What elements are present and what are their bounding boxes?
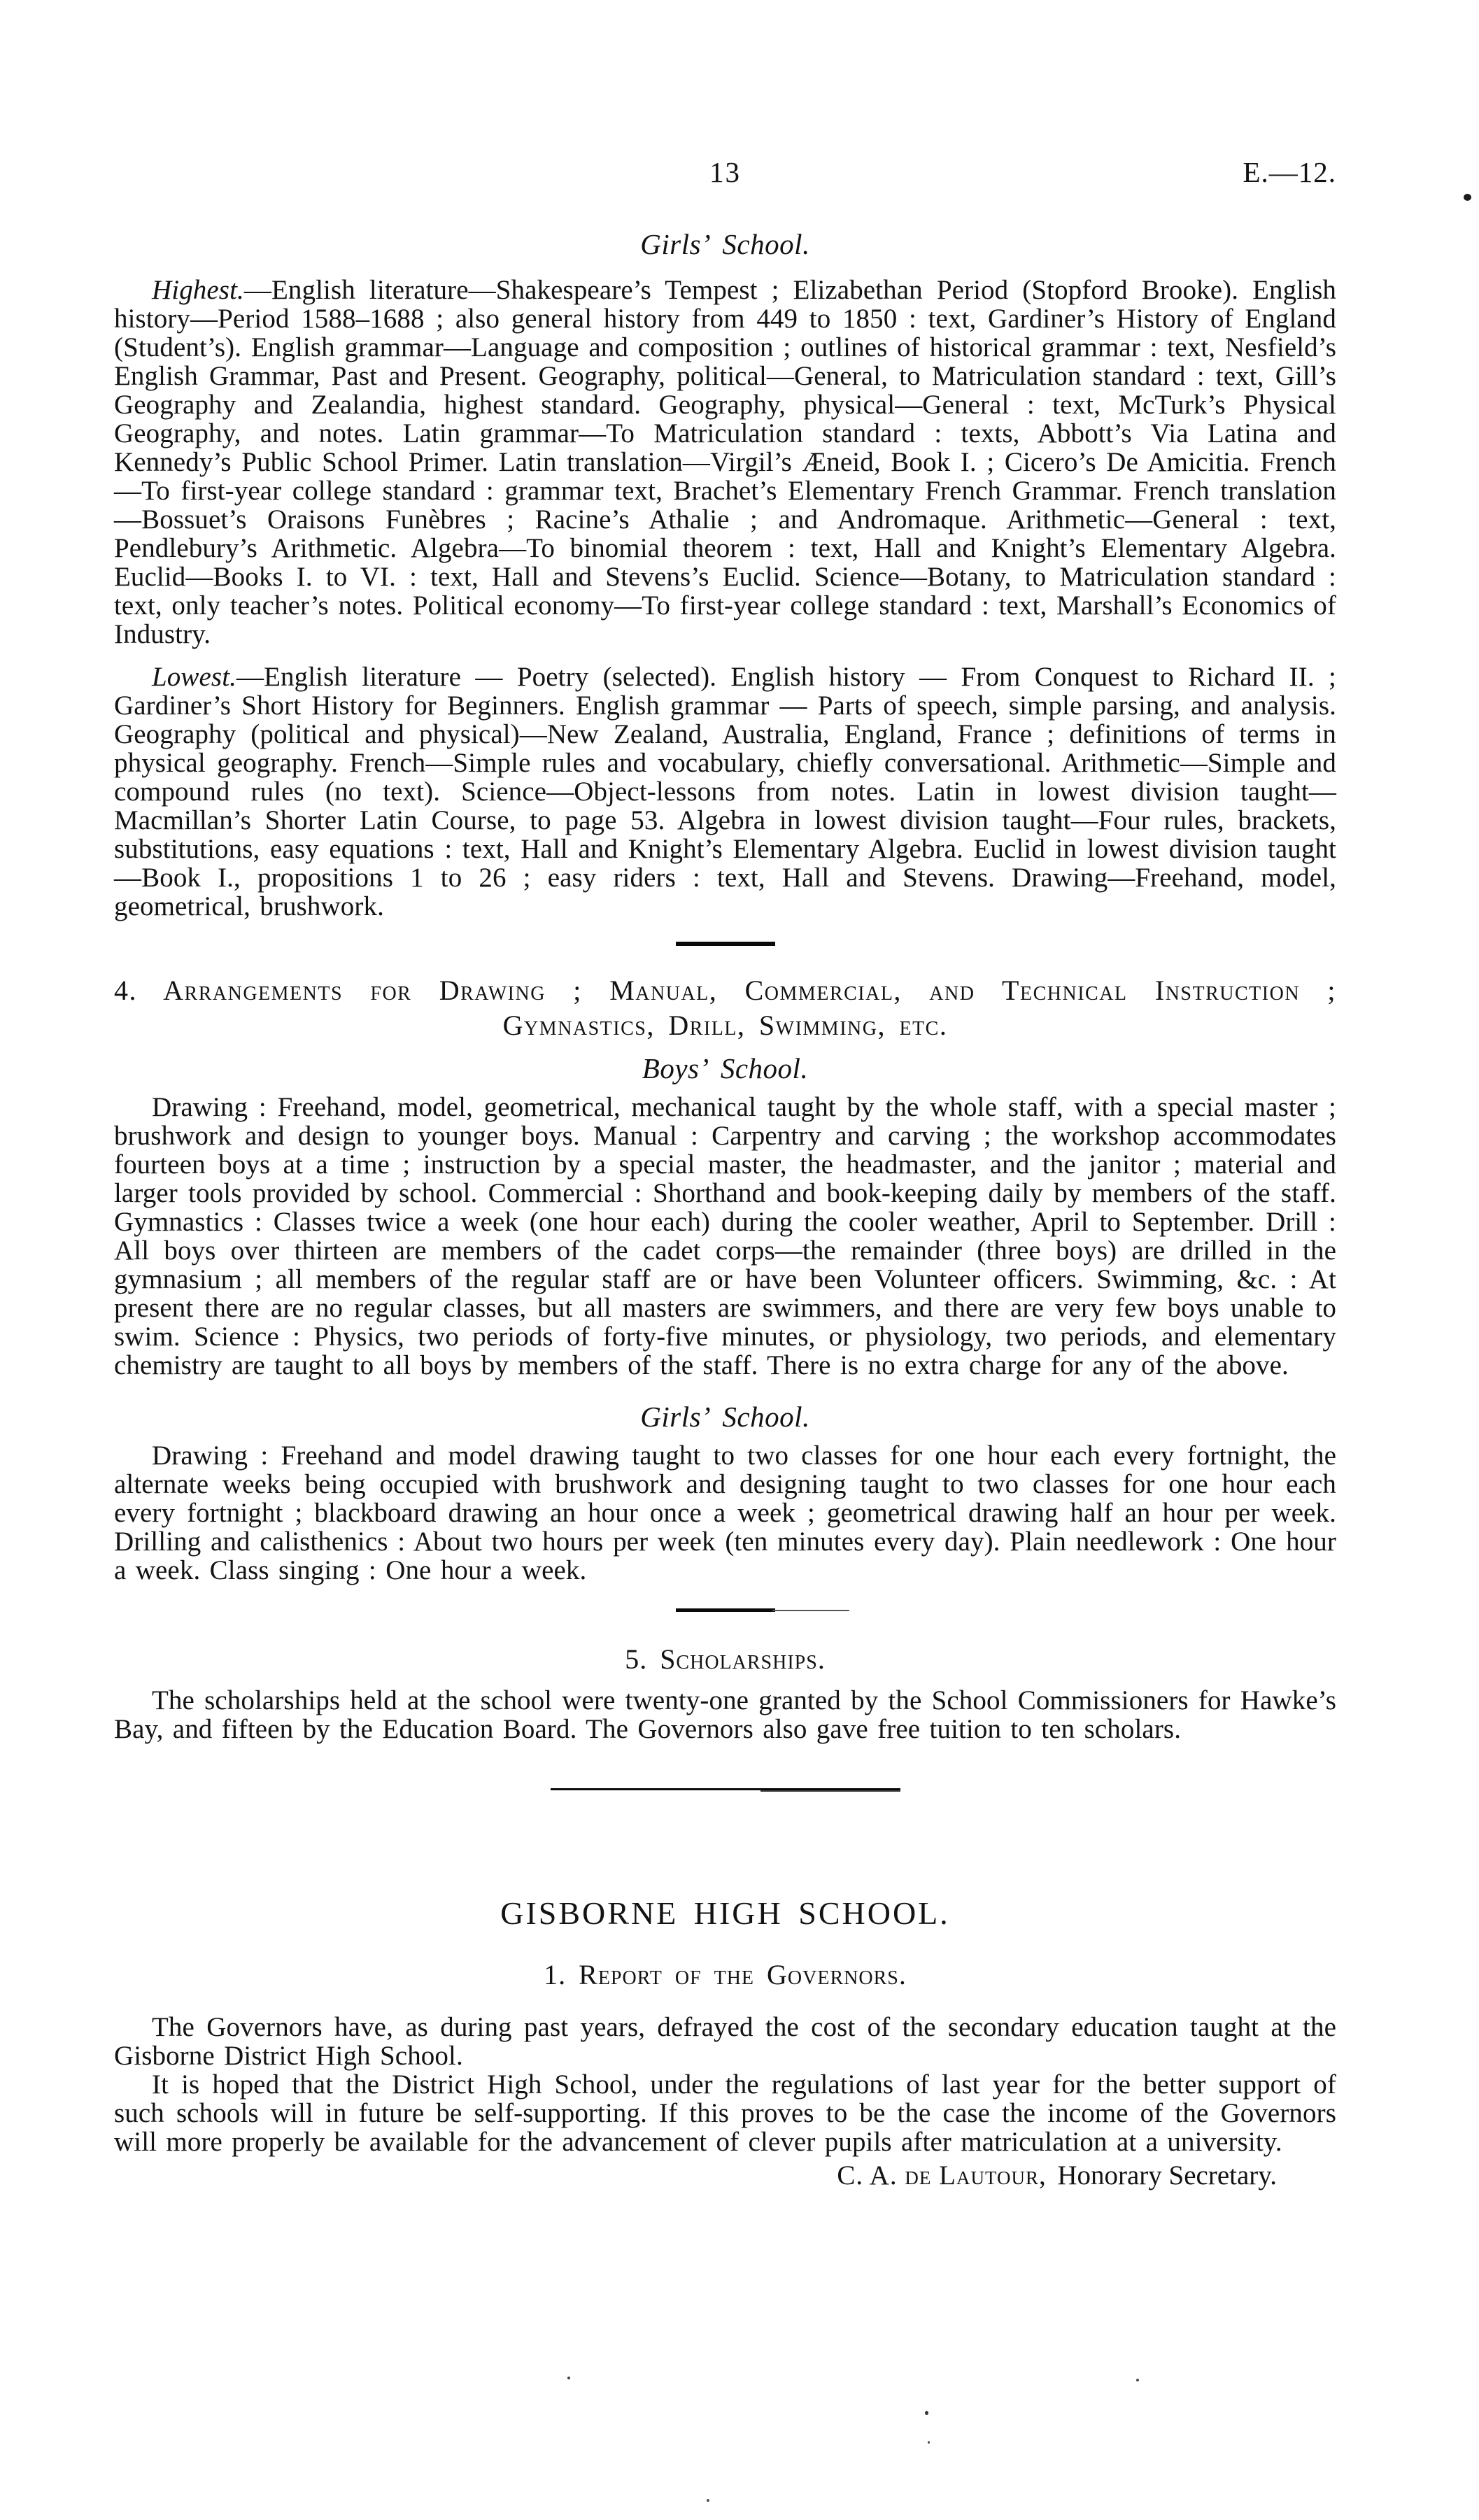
ink-speck (925, 2411, 928, 2415)
ink-speck (1464, 194, 1471, 201)
paragraph-highest-curriculum (114, 276, 1336, 649)
heading-section-4-line2: Gymnastics, Drill, Swimming, etc. (502, 1010, 948, 1041)
heading-section-4-line1 (114, 975, 1336, 1006)
end-of-report-rule (551, 1788, 900, 1790)
heading-report-of-governors: 1. Report of the Governors. (544, 1959, 907, 1990)
paragraph-text-highest: —English literature—Shakespeare’s Tempest ; Elizabethan Period (Stopford Brooke). English history—Period 1588–1688 ; also general history from 449 to 1850 : text, Gardiner’s History of England (Student’s). English grammar—Language and composition ; outlines of historical grammar : text, Nesfield’s English Grammar, Past and Present. Geography, political—General, to Matriculation standard : text, Gill’s Geography and Zealandia, highest standard. Geography, physical—General : text, McTurk’s Physical Geography, and notes. Latin grammar—To Matriculation standard : texts, Abbott’s Via Latina and Kennedy’s Public School Primer. Latin translation—Virgil’s Æneid, Book I. ; Cicero’s De Amicitia. French—To first-year college standard : grammar text, Brachet’s Elementary French Grammar. French translation—Bossuet’s Oraisons Funèbres ; Racine’s Athalie ; and Andromaque. Arithmetic—General : text, Pendlebury’s Arithmetic. Algebra—To binomial theorem : text, Hall and Knight’s Elementary Algebra. Euclid—Books I. to VI. : text, Hall and Stevens’s Euclid. Science—Botany, to Matriculation standard : text, only teacher’s notes. Political economy—To first-year college standard : text, Marshall’s Economics of Industry. (114, 275, 1336, 649)
paragraph-scholarships: The scholarships held at the school were twenty-one granted by the School Commissioners for Hawke’s Bay, and fifteen by the Education Board. The Governors also gave free tuition to ten scholars. (114, 1685, 1336, 1744)
ink-speck (1136, 2379, 1139, 2381)
paragraph-boys-school: Drawing : Freehand, model, geometrical, mechanical taught by the whole staff, with a special master ; brushwork and design to younger boys. Manual : Carpentry and carving ; the workshop accommodates fourteen boys at a time ; instruction by a special master, the headmaster, and the janitor ; material and larger tools provided by school. Commercial : Shorthand and book-keeping daily by members of the staff. Gymnastics : Classes twice a week (one hour each) during the cooler weather, April to September. Drill : All boys over thirteen are members of the cadet corps—the remainder (three boys) are drilled in the gymnasium ; all members of the regular staff are or have been Volunteer officers. Swimming, &c. : At present there are no regular classes, but all masters are swimmers, and there are very few boys unable to swim. Science : Physics, two periods of forty-five minutes, or physiology, two periods, and elementary chemistry are taught to all boys by members of the staff. There is no extra charge for any of the above. (114, 1092, 1336, 1380)
title-gisborne-high-school: GISBORNE HIGH SCHOOL. (500, 1895, 950, 1931)
section-4-title: Arrangements for Drawing ; Manual, Commercial, and Technical Instruction ; (163, 975, 1336, 1006)
document-code: E.—12. (1243, 156, 1336, 188)
section-divider-rule (676, 942, 775, 946)
ink-speck (928, 2441, 930, 2444)
paragraph-lead-highest: Highest. (152, 275, 244, 305)
paragraph-girls-school: Drawing : Freehand and model drawing taught to two classes for one hour each every fortnight, the alternate weeks being occupied with brushwork and designing taught to two classes for one hour each every fortnight ; blackboard drawing an hour once a week ; geometrical drawing half an hour per week. Drilling and calisthenics : About two hours per week (ten minutes every day). Plain needlework : One hour a week. Class singing : One hour a week. (114, 1440, 1336, 1585)
section-divider-rule (676, 1608, 775, 1612)
paragraph-lowest-curriculum (114, 663, 1336, 921)
running-header (114, 155, 1336, 189)
ink-speck (707, 2499, 709, 2502)
paragraph-governors-1: The Governors have, as during past years, defrayed the cost of the secondary education taught at the Gisborne District High School. (114, 2012, 1336, 2071)
page-number: 13 (709, 156, 741, 188)
heading-section-4 (114, 975, 1336, 1041)
page-content (114, 0, 1336, 2191)
section-4-number: 4. (114, 975, 137, 1006)
heading-girls-school-curriculum: Girls’ School. (640, 228, 810, 260)
heading-section-5-scholarships: 5. Scholarships. (625, 1643, 826, 1675)
signature-line (114, 2160, 1336, 2191)
heading-boys-school: Boys’ School. (642, 1052, 809, 1084)
signature-role: Honorary Secretary. (1057, 2160, 1277, 2190)
ink-speck (567, 2377, 570, 2379)
heading-girls-school: Girls’ School. (640, 1401, 810, 1433)
paragraph-lead-lowest: Lowest. (152, 662, 236, 692)
paragraph-governors-2: It is hoped that the District High School, under the regulations of last year for the better support of such schools will in future be self-supporting. If this proves to be the case the income of the Governors will more properly be available for the advancement of clever pupils after matriculation at a university. (114, 2069, 1336, 2157)
signature-name: C. A. de Lautour, (837, 2160, 1047, 2190)
paragraph-text-lowest: —English literature — Poetry (selected). English history — From Conquest to Richard II. ; Gardiner’s Short History for Beginners. English grammar — Parts of speech, simple parsing, and analysis. Geography (political and physical)—New Zealand, Australia, England, France ; definitions of terms in physical geography. French—Simple rules and vocabulary, chiefly conversational. Arithmetic—Simple and compound rules (no text). Science—Object-lessons from notes. Latin in lowest division taught—Macmillan’s Shorter Latin Course, to page 53. Algebra in lowest division taught—Four rules, brackets, substitutions, easy equations : text, Hall and Knight’s Elementary Algebra. Euclid in lowest division taught—Book I., propositions 1 to 26 ; easy riders : text, Hall and Stevens. Drawing—Freehand, model, geometrical, brushwork. (114, 662, 1336, 921)
